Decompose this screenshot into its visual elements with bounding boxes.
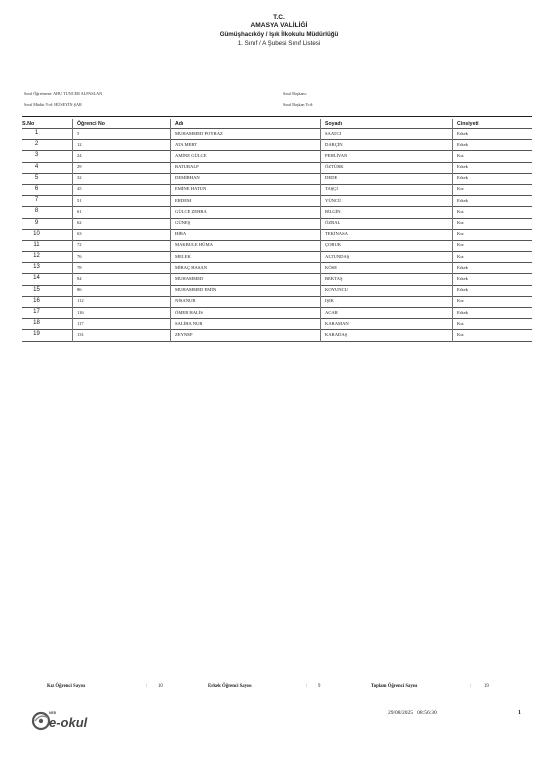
cell-first-name: BATURALP [175, 164, 199, 170]
cell-last-name: ALTUNDAŞ [325, 253, 350, 259]
cell-student-no: 84 [77, 275, 82, 281]
header-valilik: AMASYA VALİLİĞİ [250, 22, 308, 29]
cell-first-name: HİRA [175, 231, 187, 237]
cell-first-name: SALİHA NUR [175, 320, 203, 326]
cell-last-name: PEHLİVAN [325, 152, 348, 158]
cell-last-name: ÖZTÜRK [325, 164, 344, 170]
girls-count-colon: : [146, 684, 148, 689]
table-row [22, 185, 532, 196]
logo-eokul-text: e-okul [49, 715, 88, 730]
cell-student-no: 86 [77, 287, 82, 293]
cell-last-name: DARÇİN [325, 141, 343, 147]
header-tc: T.C. [273, 14, 285, 21]
cell-sno: 11 [33, 241, 40, 248]
class-president: Sınıf Başkanı: [283, 91, 307, 96]
table-row [22, 297, 532, 308]
column-separator [320, 119, 321, 342]
cell-sno: 18 [33, 320, 40, 327]
cell-student-no: 63 [77, 231, 82, 237]
table-row [22, 207, 532, 218]
table-top-rule [22, 116, 532, 117]
cell-sno: 13 [33, 264, 40, 271]
cell-gender: Erkek [457, 275, 468, 281]
cell-student-no: 76 [77, 253, 82, 259]
cell-student-no: 29 [77, 164, 82, 170]
total-count-value: 19 [484, 684, 489, 689]
cell-student-no: 24 [77, 152, 82, 158]
cell-last-name: BİLGİN [325, 208, 341, 214]
cell-first-name: MAKBULE HÜMA [175, 242, 213, 248]
student-table [22, 119, 532, 342]
table-header [22, 119, 532, 129]
cell-gender: Kız [457, 320, 464, 326]
cell-first-name: DEMİRHAN [175, 175, 200, 181]
cell-sno: 9 [34, 219, 39, 226]
cell-last-name: IŞIK [325, 298, 334, 304]
table-row [22, 230, 532, 241]
cell-first-name: MİRAÇ HASAN [175, 264, 208, 270]
cell-gender: Erkek [457, 287, 468, 293]
cell-sno: 16 [33, 297, 40, 304]
cell-student-no: 32 [77, 175, 82, 181]
cell-last-name: YÜNCÜ [325, 197, 342, 203]
cell-last-name: ÇORUK [325, 242, 342, 248]
eokul-logo-icon [30, 708, 110, 732]
table-row [22, 274, 532, 285]
cell-sno: 6 [34, 185, 39, 192]
cell-sno: 17 [33, 309, 40, 315]
table-row [22, 174, 532, 185]
cell-last-name: KOYUNCU [325, 287, 348, 293]
cell-gender: Erkek [457, 164, 468, 170]
cell-sno: 19 [33, 331, 40, 338]
cell-last-name: KÖSE [325, 264, 337, 270]
table-row [22, 196, 532, 207]
cell-gender: Kız [457, 231, 464, 237]
cell-last-name: ÖZBAL [325, 220, 341, 225]
cell-student-no: 78 [77, 264, 82, 270]
cell-first-name: MUHAMMED POYRAZ [175, 130, 223, 136]
cell-last-name: KARADAŞ [325, 331, 348, 337]
table-row [22, 252, 532, 263]
table-row [22, 163, 532, 174]
cell-first-name: ÖMER HALİS [175, 309, 203, 315]
table-row [22, 219, 532, 230]
table-row [22, 330, 532, 341]
eokul-logo [30, 708, 110, 732]
cell-first-name: EMİNE HATUN [175, 186, 207, 192]
col-first-name: Adı [175, 120, 184, 127]
class-teacher: Sınıf Öğretmeni: AHU TUNCER ALPASLAN [24, 91, 103, 96]
cell-last-name: TAŞÇI [325, 186, 338, 192]
table-row [22, 241, 532, 252]
cell-gender: Kız [457, 186, 464, 192]
boys-count-label: Erkek Öğrenci Sayısı [208, 684, 252, 689]
class-vice-principal: Sınıf Müdür Yrd: HÜSEYİN ŞAR [24, 102, 82, 107]
header-list-title: 1. Sınıf / A Şubesi Sınıf Listesi [237, 40, 321, 47]
cell-student-no: 45 [77, 186, 82, 192]
cell-first-name: MUHAMMED [175, 275, 204, 281]
page-number: 1 [518, 710, 521, 716]
cell-gender: Kız [457, 331, 464, 337]
cell-sno: 14 [33, 275, 40, 282]
class-vice-president: Sınıf Başkan Yrd: [283, 102, 314, 107]
cell-student-no: 12 [77, 141, 82, 147]
total-count-colon: : [470, 684, 472, 689]
print-datetime: 29/08/2025 08:56:30 [388, 710, 437, 716]
column-separator [170, 119, 171, 342]
cell-last-name: DEDE [325, 175, 338, 181]
boys-count-value: 9 [318, 684, 321, 689]
cell-gender: Kız [457, 152, 464, 158]
cell-gender: Erkek [457, 197, 468, 203]
cell-first-name: GÜLCE ZEHRA [175, 208, 207, 214]
table-row [22, 286, 532, 297]
cell-student-no: 116 [77, 309, 84, 315]
col-gender: Cinsiyeti [457, 120, 479, 127]
table-row [22, 151, 532, 162]
cell-sno: 4 [34, 163, 39, 170]
cell-sno: 3 [34, 152, 39, 159]
boys-count-colon: : [306, 684, 308, 689]
cell-first-name: ATA MERT [175, 141, 197, 147]
cell-first-name: MELEK [175, 253, 191, 259]
cell-sno: 8 [34, 208, 39, 215]
girls-count-value: 10 [158, 684, 163, 689]
table-body [22, 129, 532, 342]
table-row [22, 308, 532, 319]
cell-student-no: 5 [77, 130, 80, 136]
cell-student-no: 117 [77, 320, 84, 326]
cell-student-no: 51 [77, 197, 82, 203]
cell-last-name: SAATCI [325, 130, 342, 136]
col-last-name: Soyadı [325, 120, 343, 127]
header-school: Gümüşhacıköy / Işık İlkokulu Müdürlüğü [219, 31, 339, 38]
cell-first-name: ERDEM [175, 197, 192, 203]
girls-count-label: Kız Öğrenci Sayısı [47, 684, 86, 689]
column-separator [452, 119, 453, 342]
column-separator [72, 119, 73, 342]
cell-gender: Erkek [457, 175, 468, 181]
cell-sno: 12 [33, 253, 40, 260]
cell-gender: Kız [457, 253, 464, 259]
cell-sno: 2 [34, 141, 39, 148]
table-row [22, 140, 532, 151]
cell-gender: Kız [457, 242, 464, 248]
cell-sno: 1 [34, 130, 39, 136]
total-count-label: Toplam Öğrenci Sayısı [371, 684, 418, 689]
col-sno: S.No [22, 120, 35, 127]
cell-first-name: GÜNEŞ [175, 220, 191, 225]
table-row [22, 129, 532, 140]
cell-last-name: TEKİNASA [325, 231, 348, 237]
table-row [22, 319, 532, 330]
cell-sno: 7 [34, 197, 39, 204]
cell-first-name: NİSANUR [175, 298, 196, 304]
cell-gender: Kız [457, 298, 464, 304]
row-rule [22, 341, 532, 342]
cell-gender: Erkek [457, 264, 468, 270]
col-student-no: Öğrenci No [77, 120, 105, 127]
cell-last-name: BEKTAŞ [325, 275, 343, 281]
cell-sno: 15 [33, 286, 40, 293]
logo-meb-text: MEB [49, 711, 57, 715]
cell-last-name: ACAR [325, 309, 338, 315]
cell-sno: 5 [34, 174, 39, 181]
table-row [22, 263, 532, 274]
cell-gender: Kız [457, 220, 464, 225]
cell-student-no: 61 [77, 208, 82, 214]
cell-sno: 10 [33, 230, 40, 237]
cell-gender: Kız [457, 208, 464, 214]
cell-gender: Erkek [457, 309, 468, 315]
cell-student-no: 112 [77, 298, 84, 304]
cell-last-name: KARAMAN [325, 320, 349, 326]
cell-gender: Erkek [457, 130, 468, 136]
cell-gender: Erkek [457, 141, 468, 147]
cell-first-name: MUHAMMED EMİN [175, 287, 217, 293]
cell-student-no: 72 [77, 242, 82, 248]
cell-student-no: 62 [77, 220, 82, 225]
cell-student-no: 131 [77, 331, 84, 337]
cell-first-name: ZEYNEP [175, 331, 193, 337]
cell-first-name: AMİNE GÜLCE [175, 152, 207, 158]
